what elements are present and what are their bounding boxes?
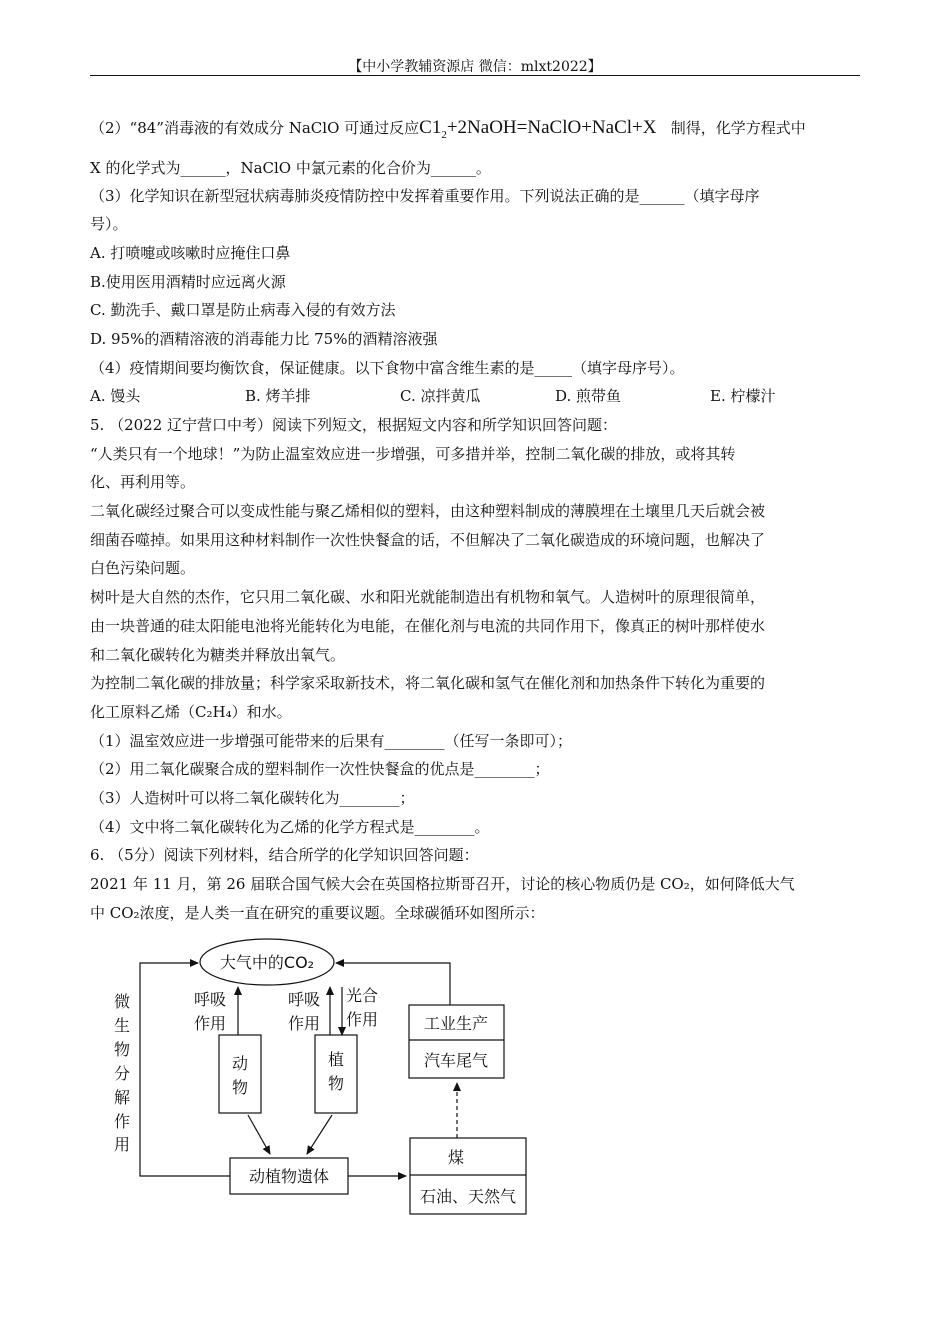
q2-formula: $C1_2+2NaOH=NaClO+NaCl+X$ [419,117,657,141]
q4-options [90,386,865,406]
microbe-label: 微 [113,992,131,1011]
page-header: 【中小学教辅资源店 微信：mlxt2022】 [348,59,602,75]
q3-option-d: D. 95%的酒精溶液的消毒能力比 75%的酒精溶液强 [90,330,438,348]
respiration-label-animal: 呼吸 [194,990,227,1009]
respiration-label-plant-2: 作用 [288,1014,321,1033]
remains-label: 动植物遗体 [248,1167,330,1186]
p5-para-line: 树叶是大自然的杰作，它只用二氧化碳、水和阳光就能制造出有机物和氧气。人造树叶的原理很简单， [90,588,766,606]
p5-question-4: （4）文中将二氧化碳转化为乙烯的化学方程式是________。 [90,818,490,836]
p5-para-line: “人类只有一个地球！”为防止温室效应进一步增强，可多措并举，控制二氧化碳的排放，或将其转 [90,445,736,463]
microbe-label: 分 [113,1064,131,1083]
microbe-label: 用 [113,1135,131,1154]
q3-option-c: C. 勤洗手、戴口罩是防止病毒入侵的有效方法 [90,301,396,319]
q4-option-d: D. 煎带鱼 [555,387,622,405]
photosynthesis-label-2: 作用 [346,1010,379,1029]
p5-question-1: （1）温室效应进一步增强可能带来的后果有________（任写一条即可）； [90,732,573,750]
q3-option-a: A. 打喷嚏或咳嗽时应掩住口鼻 [90,244,291,262]
respiration-label-plant: 呼吸 [288,990,321,1009]
atmosphere-label: 大气中的CO₂ [219,953,315,972]
p6-intro: 6. （5分）阅读下列材料，结合所学的化学知识回答问题： [90,846,479,864]
microbe-label: 物 [113,1040,131,1059]
carbon-cycle-diagram [100,935,550,1220]
plant-label: 植 [327,1050,345,1069]
p5-question-3: （3）人造树叶可以将二氧化碳转化为________； [90,789,415,807]
animal-label: 物 [231,1078,249,1097]
p6-para-line: 2021 年 11 月，第 26 届联合国气候大会在英国格拉斯哥召开，讨论的核心物质仍是 CO₂，如何降低大气 [90,875,795,893]
animal-box [219,1035,261,1113]
q4-option-c: C. 凉拌黄瓜 [400,387,481,405]
q3-line1: （3）化学知识在新型冠状病毒肺炎疫情防控中发挥着重要作用。下列说法正确的是______（填字母序 [90,187,760,205]
microbe-label: 生 [113,1016,131,1035]
p5-para-line: 化工原料乙烯（C₂H₄）和水。 [90,703,292,721]
exhaust-label: 汽车尾气 [423,1051,489,1070]
q2-line2: X 的化学式为______，NaClO 中氯元素的化合价为______。 [90,159,491,177]
q4-option-b: B. 烤羊排 [245,387,311,405]
q4-line1: （4）疫情期间要均衡饮食，保证健康。以下食物中富含维生素的是_____（填字母序号）。 [90,359,685,377]
animal-to-remains-arrow [248,1115,270,1154]
p5-para-line: 二氧化碳经过聚合可以变成性能与聚乙烯相似的塑料，由这种塑料制成的薄膜埋在土壤里几天后就会被 [90,502,766,520]
microbe-label: 作 [113,1112,131,1131]
p5-para-line: 细菌吞噬掉。如果用这种材料制作一次性快餐盒的话，不但解决了二氧化碳造成的环境问题，也解决了 [90,531,766,549]
plant-label: 物 [327,1074,345,1093]
p5-para-line: 由一块普通的硅太阳能电池将光能转化为电能，在催化剂与电流的共同作用下，像真正的树叶那样使水 [90,617,766,635]
microbe-label: 解 [113,1088,131,1107]
q2-text-b: 制得，化学方程式中 [670,119,806,137]
q4-option-a: A. 馒头 [90,387,141,405]
respiration-label-animal-2: 作用 [194,1014,227,1033]
q3-line2: 号）。 [90,215,128,233]
p5-para-line: 白色污染问题。 [90,559,196,577]
animal-label: 动 [231,1054,249,1073]
industry-label: 工业生产 [423,1014,489,1033]
q2-text-a: （2）“84”消毒液的有效成分 NaClO 可通过反应 [90,119,420,137]
p5-intro: 5. （2022 辽宁营口中考）阅读下列短文，根据短文内容和所学知识回答问题： [90,416,618,434]
p5-question-2: （2）用二氧化碳聚合成的塑料制作一次性快餐盒的优点是________； [90,760,550,778]
p5-para-line: 化、再利用等。 [90,473,196,491]
coal-label: 煤 [447,1148,465,1167]
q4-option-e: E. 柠檬汁 [710,387,776,405]
p5-para-line: 和二氧化碳转化为糖类并释放出氧气。 [90,646,346,664]
plant-to-remains-arrow [307,1115,332,1154]
q3-option-b: B.使用医用酒精时应远离火源 [90,273,286,291]
photosynthesis-label: 光合 [346,986,379,1005]
q2-line1 [90,118,865,145]
p5-para-line: 为控制二氧化碳的排放量；科学家采取新技术，将二氧化碳和氢气在催化剂和加热条件下转化为重要的 [90,674,766,692]
header-rule [90,75,860,76]
p6-para-line: 中 CO₂浓度，是人类一直在研究的重要议题。全球碳循环如图所示： [90,904,545,922]
oil-gas-label: 石油、天然气 [419,1187,517,1206]
